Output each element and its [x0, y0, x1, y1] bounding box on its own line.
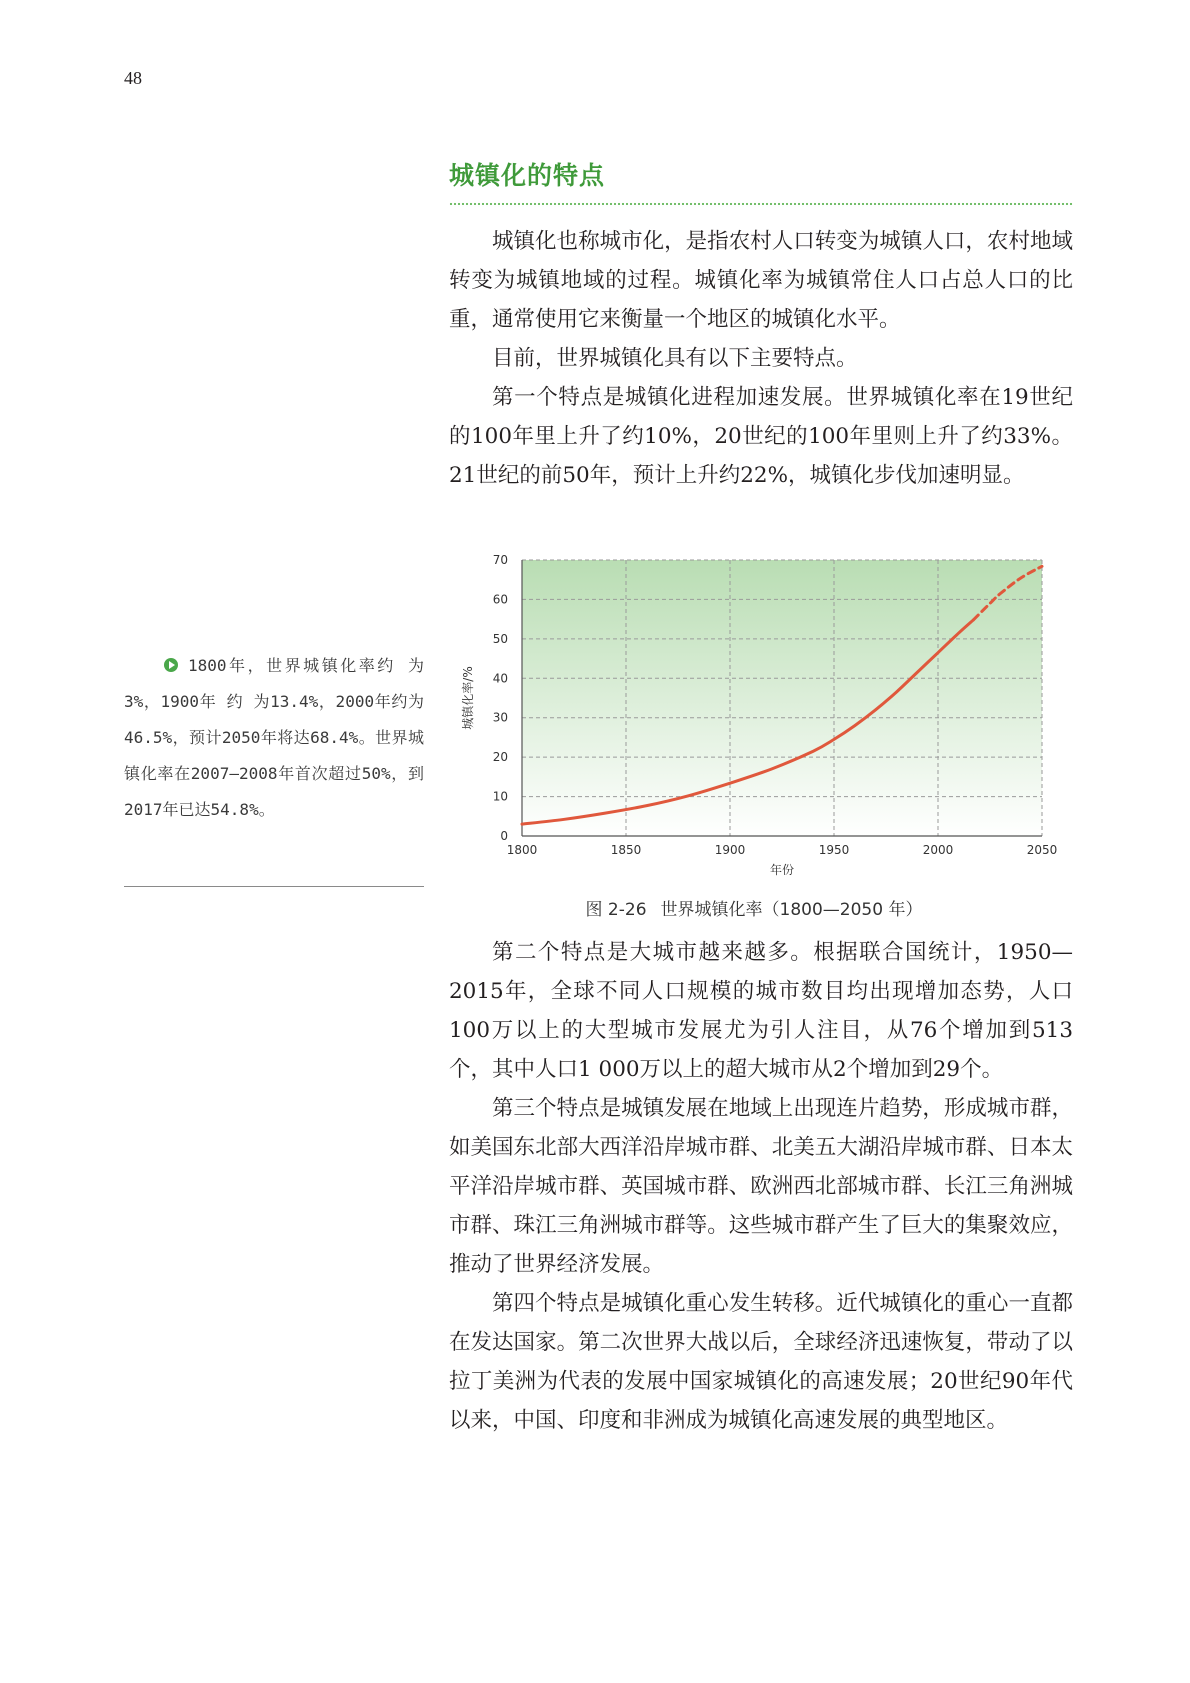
paragraph-definition: 城镇化也称城市化，是指农村人口转变为城镇人口，农村地域转变为城镇地域的过程。城镇化率为城镇常住人口占总人口的比重，通常使用它来衡量一个地区的城镇化水平。 [449, 229, 1073, 332]
y-tick-label-70: 70 [492, 553, 508, 567]
paragraph-feature-one: 第一个特点是城镇化进程加速发展。世界城镇化率在19世纪的100年里上升了约10%，20世纪的100年里则上升了约33%。21世纪的前50年，预计上升约22%，城镇化步伐加速明显。 [449, 385, 1073, 488]
paragraph-feature-three: 第三个特点是城镇发展在地域上出现连片趋势，形成城市群，如美国东北部大西洋沿岸城市群、北美五大湖沿岸城市群、日本太平洋沿岸城市群、英国城市群、欧洲西北部城市群、长江三角洲城市群、珠江三角洲城市群等。这些城市群产生了巨大的集聚效应，推动了世界经济发展。 [449, 1096, 1073, 1277]
x-tick-label-2000: 2000 [922, 843, 954, 857]
x-tick-label-1850: 1850 [610, 843, 642, 857]
y-tick-label-30: 30 [492, 710, 508, 725]
y-axis-label: 城镇化率/% [461, 666, 475, 730]
x-axis-label: 年份 [769, 863, 795, 877]
side-note-rule [124, 886, 424, 887]
figure-caption [449, 895, 1073, 920]
urbanization-chart [452, 548, 1072, 888]
y-tick-label-10: 10 [492, 789, 508, 804]
y-tick-label-0: 0 [500, 829, 508, 843]
title-dotted-rule [449, 202, 1073, 207]
side-note-text: 1800年，世界城镇化率约 为3%，1900年 约 为13.4%，2000年约为46.5%，预计2050年将达68.4%。世界城镇化率在2007—2008年首次超过50%，到2017年已达54.8%。 [124, 656, 424, 819]
figure-number: 图 2-26 [585, 900, 647, 920]
paragraph-features-intro: 目前，世界城镇化具有以下主要特点。 [492, 346, 858, 371]
x-tick-label-1800: 1800 [506, 843, 538, 857]
x-tick-label-1900: 1900 [714, 843, 746, 857]
play-bullet-icon [164, 658, 178, 672]
x-tick-label-2050: 2050 [1026, 843, 1058, 857]
intro-text [449, 222, 1073, 495]
plot-background [522, 560, 1042, 836]
y-tick-label-60: 60 [492, 592, 508, 607]
y-tick-label-20: 20 [492, 750, 508, 765]
body-text [449, 933, 1073, 1440]
paragraph-feature-two: 第二个特点是大城市越来越多。根据联合国统计，1950—2015年，全球不同人口规模的城市数目均出现增加态势，人口100万以上的大型城市发展尤为引人注目，从76个增加到513个，其中人口1 000万以上的超大城市从2个增加到29个。 [449, 940, 1073, 1082]
chart-svg [452, 548, 1072, 888]
y-tick-label-50: 50 [492, 631, 508, 646]
y-tick-label-40: 40 [492, 671, 508, 686]
page-number: 48 [124, 68, 142, 88]
section-title: 城镇化的特点 [449, 161, 606, 190]
figure-title: 世界城镇化率（1800—2050 年） [660, 900, 923, 920]
x-tick-label-1950: 1950 [818, 843, 850, 857]
paragraph-feature-four: 第四个特点是城镇化重心发生转移。近代城镇化的重心一直都在发达国家。第二次世界大战以后，全球经济迅速恢复，带动了以拉丁美洲为代表的发展中国家城镇化的高速发展；20世纪90年代以来，中国、印度和非洲成为城镇化高速发展的典型地区。 [449, 1291, 1073, 1433]
side-note [124, 648, 424, 828]
